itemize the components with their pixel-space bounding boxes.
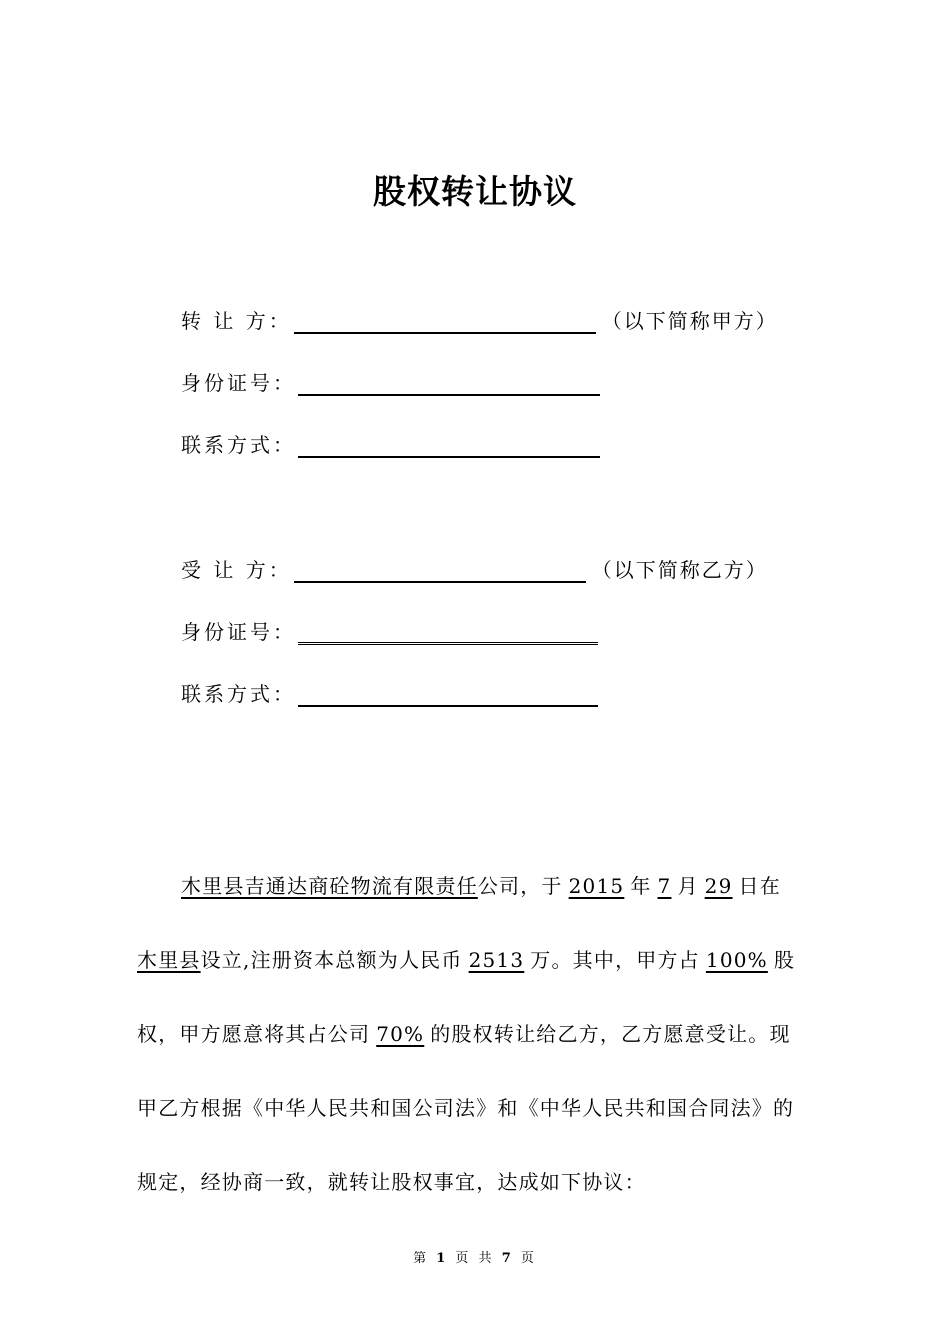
share-transfer: 70% [376, 1022, 425, 1046]
transferor-contact-label: 联系方式： [181, 433, 296, 457]
body-line-3 [137, 1018, 791, 1047]
transferee-row [181, 549, 768, 583]
transferee-label: 受 让 方： [181, 558, 292, 582]
year-unit: 年 [630, 874, 652, 898]
company-name: 木里县吉通达商砼物流有限责任 [181, 874, 478, 898]
transferee-contact-blank[interactable] [298, 681, 598, 707]
day-unit: 日在 [738, 874, 781, 898]
company-suffix: 公司，于 [477, 874, 563, 898]
page-footer [0, 1247, 950, 1266]
transferor-label: 转 让 方： [181, 309, 292, 333]
founding-year: 2015 [568, 874, 625, 898]
transferor-id-blank[interactable] [298, 370, 600, 396]
line3-suffix: 的股权转让给乙方，乙方愿意受让。现 [430, 1022, 791, 1046]
share-suffix: 股 [773, 948, 796, 972]
month-unit: 月 [677, 874, 699, 898]
line3-prefix: 权，甲方愿意将其占公司 [137, 1022, 371, 1046]
footer-suffix: 页 [520, 1251, 537, 1266]
transferor-blank[interactable] [294, 308, 596, 334]
footer-middle: 页 共 [455, 1251, 495, 1266]
founding-place: 木里县 [137, 948, 201, 972]
transferor-suffix: （以下简称甲方） [601, 309, 778, 333]
document-title: 股权转让协议 [373, 172, 577, 211]
capital-unit-text: 万。其中，甲方占 [530, 948, 700, 972]
transferee-contact-row [181, 673, 598, 707]
registered-capital: 2513 [468, 948, 525, 972]
founding-month: 7 [657, 874, 672, 898]
transferor-contact-blank[interactable] [298, 432, 600, 458]
body-line-1 [181, 870, 781, 899]
capital-text: 设立,注册资本总额为人民币 [200, 948, 463, 972]
transferee-id-blank[interactable] [298, 618, 598, 645]
share-total: 100% [705, 948, 768, 972]
footer-total-pages: 7 [501, 1251, 514, 1266]
body-line-5: 规定，经协商一致，就转让股权事宜，达成如下协议： [137, 1170, 646, 1194]
founding-day: 29 [704, 874, 733, 898]
transferee-id-label: 身份证号： [181, 620, 296, 644]
transferor-contact-row [181, 424, 600, 458]
transferee-contact-label: 联系方式： [181, 682, 296, 706]
transferee-suffix: （以下简称乙方） [591, 558, 768, 582]
footer-prefix: 第 [413, 1251, 430, 1266]
body-line-4: 甲乙方根据《中华人民共和国公司法》和《中华人民共和国合同法》的 [137, 1096, 795, 1120]
transferee-id-row [181, 611, 598, 645]
transferor-id-row [181, 362, 600, 396]
transferor-id-label: 身份证号： [181, 371, 296, 395]
transferee-blank[interactable] [294, 557, 586, 583]
footer-page-number: 1 [436, 1251, 449, 1266]
transferor-row [181, 300, 778, 334]
body-line-2 [137, 944, 795, 973]
